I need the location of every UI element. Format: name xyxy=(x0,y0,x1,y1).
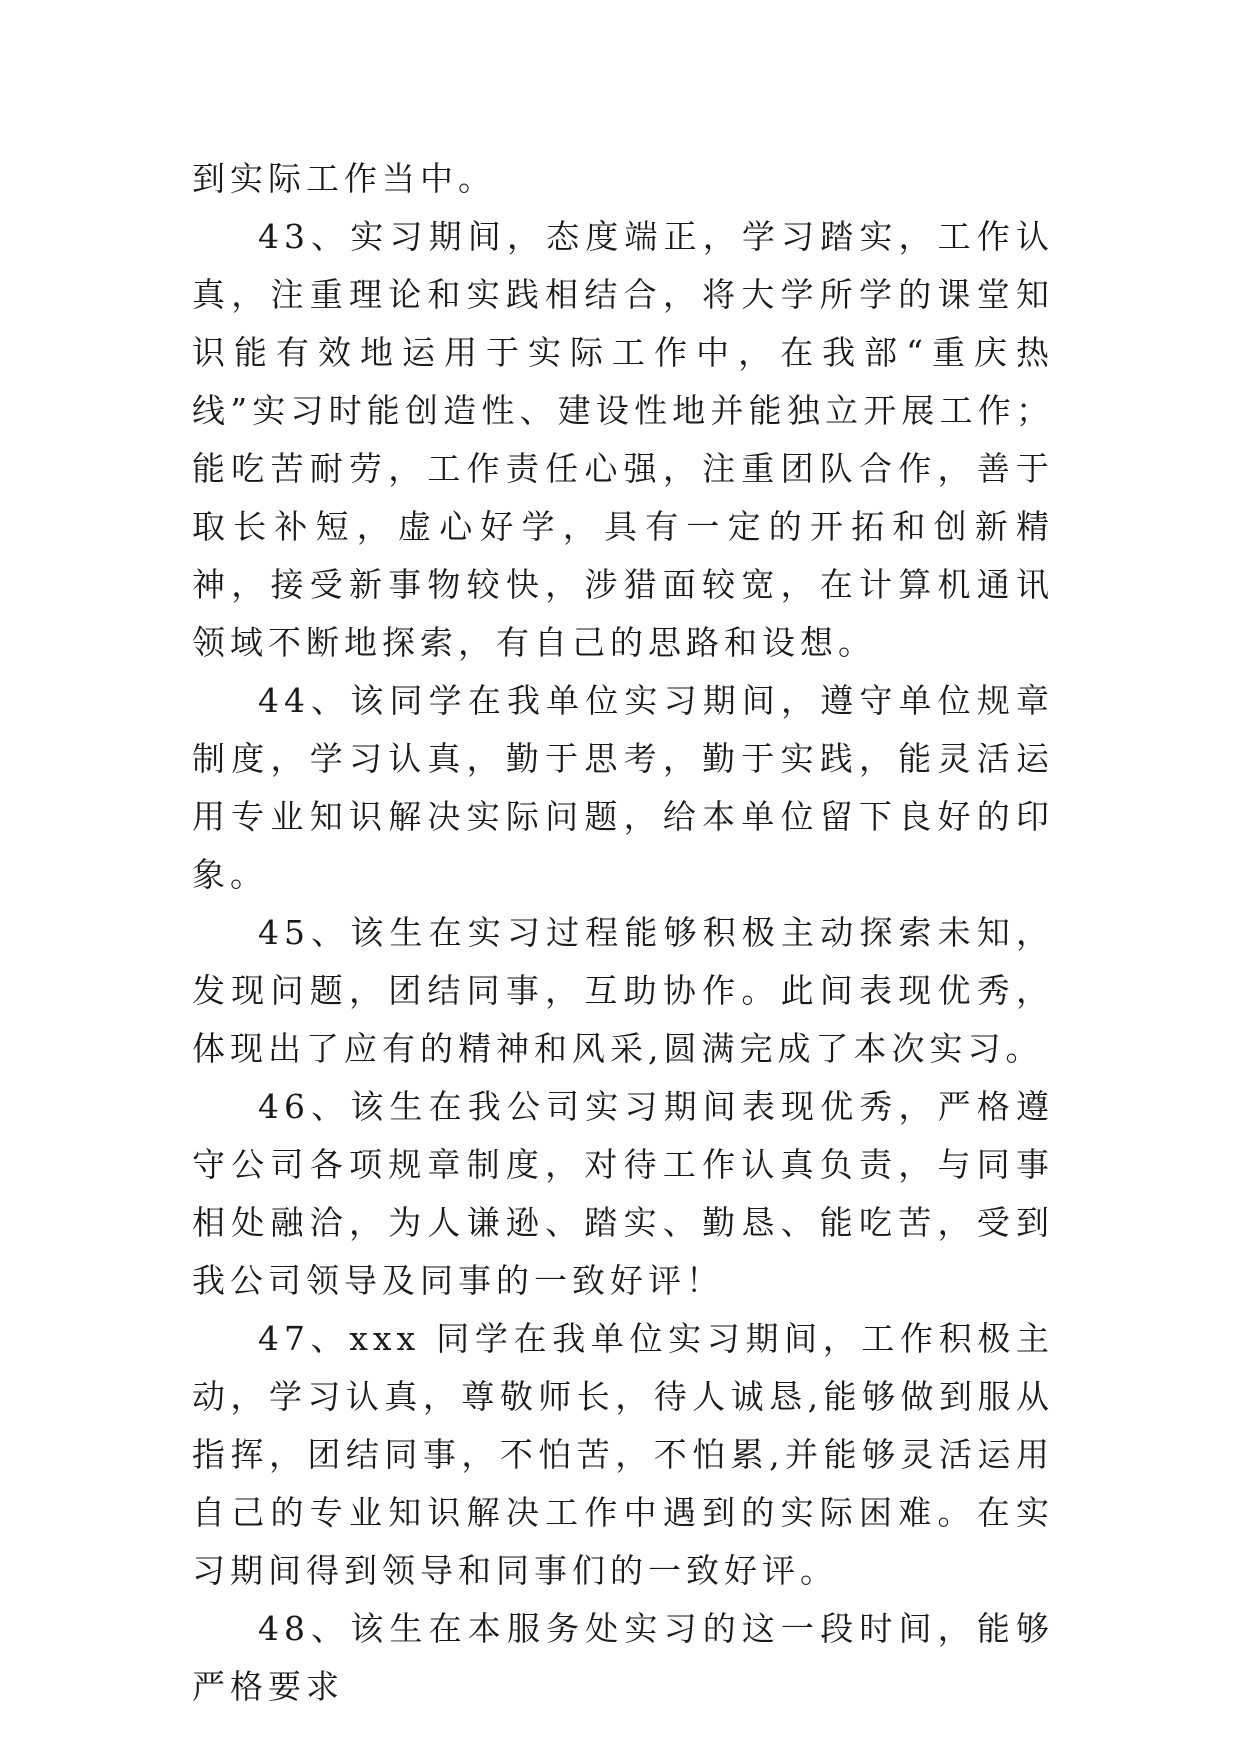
document-body xyxy=(192,150,1054,1716)
paragraph-continuation: 到实际工作当中。 xyxy=(192,159,496,198)
paragraph-43: 43、实习期间，态度端正，学习踏实，工作认真，注重理论和实践相结合，将大学所学的课堂知识能有效地运用于实际工作中，在我部“重庆热线”实习时能创造性、建设性地并能独立开展工作；能吃苦耐劳，工作责任心强，注重团队合作，善于取长补短，虚心好学，具有一定的开拓和创新精神，接受新事物较快，涉猎面较宽，在计算机通讯领域不断地探索，有自己的思路和设想。 xyxy=(192,217,1054,662)
paragraph-46: 46、该生在我公司实习期间表现优秀，严格遵守公司各项规章制度，对待工作认真负责，与同事相处融洽，为人谦逊、踏实、勤恳、能吃苦，受到我公司领导及同事的一致好评！ xyxy=(192,1087,1054,1300)
paragraph-48: 48、该生在本服务处实习的这一段时间，能够严格要求 xyxy=(192,1609,1054,1706)
paragraph-47: 47、xxx 同学在我单位实习期间，工作积极主动，学习认真，尊敬师长，待人诚恳,能够做到服从指挥，团结同事，不怕苦，不怕累,并能够灵活运用自己的专业知识解决工作中遇到的实际困难。在实习期间得到领导和同事们的一致好评。 xyxy=(192,1319,1054,1590)
paragraph-45: 45、该生在实习过程能够积极主动探索未知，发现问题，团结同事，互助协作。此间表现优秀，体现出了应有的精神和风采,圆满完成了本次实习。 xyxy=(192,913,1054,1068)
paragraph-44: 44、该同学在我单位实习期间，遵守单位规章制度，学习认真，勤于思考，勤于实践，能灵活运用专业知识解决实际问题，给本单位留下良好的印象。 xyxy=(192,681,1054,894)
